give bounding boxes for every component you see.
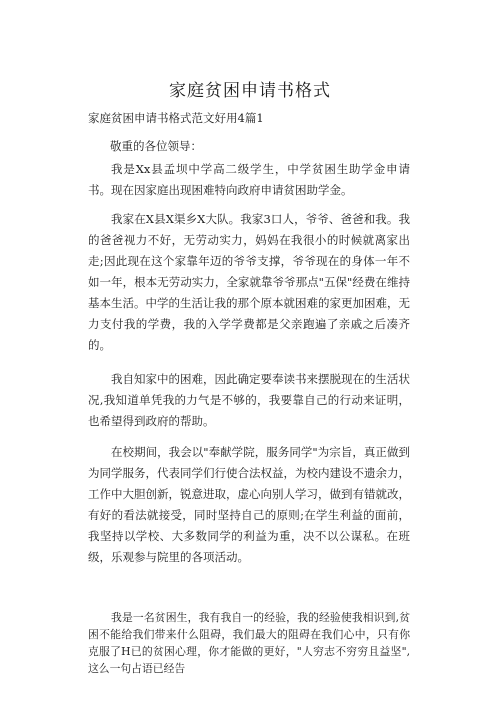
greeting-line: 敬重的各位领导：: [110, 139, 202, 153]
paragraph-experience: 我是一名贫困生，我有我自一的经验，我的经验使我相识到,贫困不能给我们带来什么阻碍，我们最大的阻碍在我们心中，只有你克服了H已的贫困心理，你才能做的更好，"人穷志不穷穷且益坚",这么一句占语已经告: [88, 611, 410, 675]
paragraph-family: 我家在X县X渠乡X大队。我家3口人，爷爷、爸爸和我。我的爸爸视力不好，无劳动实力，妈妈在我很小的时候就离家出走;因此现在这个家靠年迈的爷爷支撑，爷爷现在的身体一年不如一年，根本无劳动实力，全家就靠爷爷那点"五保"经费在维持基本生活。中学的生活让我的那个原本就困难的家更加困难，无力支付我的学费，我的入学学费都是父亲跑遍了亲戚之后凑齐的。: [88, 212, 410, 352]
paragraph-intro: 我是Xx县孟坝中学高二级学生，中学贫困生助学金申请书。现在因家庭出现困难特向政府申请贫困助学金。: [88, 162, 410, 197]
paragraph-resolve: 我自知家中的困难，因此确定要奉读书来摆脱现在的生活状况,我知道单凭我的力气是不够的，我要靠自己的行动来证明，也希望得到政府的帮助。: [88, 372, 410, 428]
document-title: 家庭贫困申请书格式: [169, 81, 331, 101]
document-subtitle: 家庭贫困申请书格式范文好用4篇1: [88, 111, 264, 125]
paragraph-school: 在校期间，我会以"奉献学院，服务同学"为宗旨，真正做到为同学服务，代表同学们行使合法权益，为校内建设不遗余力，工作中大胆创新，锐意进取，虚心向别人学习，做到有错就改，有好的看法就接受，同时坚持自己的原则;在学生利益的面前，我坚持以学校、大多数同学的利益为重，决不以公谋私。在班级，乐观参与院里的各项活动。: [88, 445, 410, 564]
